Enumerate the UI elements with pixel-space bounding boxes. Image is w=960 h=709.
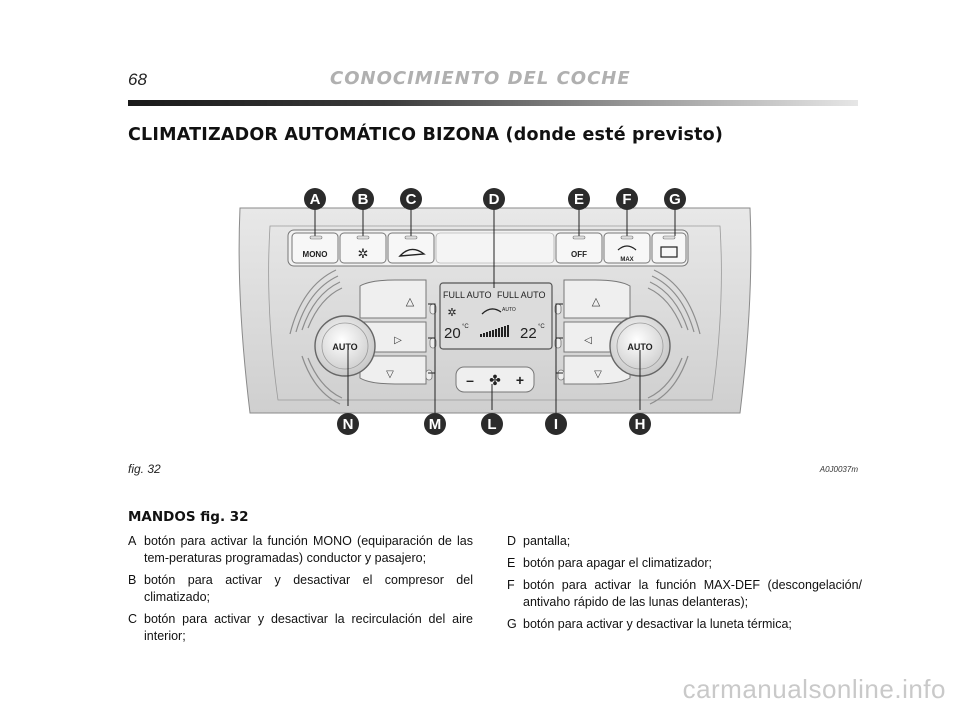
callout-label-m: M xyxy=(428,416,442,433)
section-title: CLIMATIZADOR AUTOMÁTICO BIZONA (donde esté previsto) xyxy=(128,125,724,145)
display-full-auto-left: FULL AUTO xyxy=(443,290,492,300)
callout-label-i: I xyxy=(553,416,559,433)
item-key: D xyxy=(507,534,517,548)
controls-list-left xyxy=(128,533,473,650)
left-auto-knob[interactable] xyxy=(315,316,375,376)
list-item xyxy=(507,616,862,633)
temp-up-icon: △ xyxy=(405,296,415,308)
callout-label-d: D xyxy=(488,191,500,208)
callout-label-h: H xyxy=(634,416,646,433)
display-temp-right: 22 xyxy=(520,325,537,342)
running-title: CONOCIMIENTO DEL COCHE xyxy=(330,68,631,89)
display-auto-small: AUTO xyxy=(502,307,516,313)
callout-label-n: N xyxy=(342,416,354,433)
list-item xyxy=(128,533,473,567)
temp-down-icon: ▽ xyxy=(386,369,394,380)
item-key: A xyxy=(128,534,137,548)
list-item xyxy=(507,533,862,550)
display-unit-right: °C xyxy=(538,324,545,330)
item-text: botón para activar y desactivar el compresor del climatizado; xyxy=(144,573,473,604)
watermark: carmanualsonline.info xyxy=(682,674,946,704)
callout-label-g: G xyxy=(669,191,681,208)
temp-up-icon: △ xyxy=(591,296,601,308)
display-full-auto-right: FULL AUTO xyxy=(497,290,546,300)
figure-code: A0J0037m xyxy=(819,465,858,474)
rear-window-button[interactable] xyxy=(652,233,686,263)
header-rule xyxy=(128,100,858,106)
callout-label-e: E xyxy=(573,191,585,208)
callouts-bottom xyxy=(337,413,651,435)
item-text: botón para activar la función MAX-DEF (descongelación/ antivaho rápido de las lunas delanteras); xyxy=(523,578,862,609)
display xyxy=(440,283,552,349)
item-text: botón para activar y desactivar la luneta térmica; xyxy=(523,617,792,631)
callout-label-l: L xyxy=(487,416,497,433)
callout-label-c: C xyxy=(405,191,417,208)
fan-minus: – xyxy=(466,372,474,388)
callout-label-b: B xyxy=(357,191,369,208)
mono-button[interactable] xyxy=(292,233,338,263)
display-temp-left: 20 xyxy=(444,325,461,342)
max-label: MAX xyxy=(620,257,634,263)
page-number: 68 xyxy=(128,70,147,89)
controls-list-right xyxy=(507,533,862,638)
list-item xyxy=(507,577,862,611)
snowflake-icon: ✲ xyxy=(357,246,369,261)
controls-heading: MANDOS fig. 32 xyxy=(128,509,249,525)
item-key: G xyxy=(507,617,517,631)
recirculation-button[interactable] xyxy=(388,233,434,263)
fan-speed-rocker[interactable] xyxy=(456,367,534,392)
figure-caption: fig. 32 xyxy=(128,462,161,476)
climate-control-figure xyxy=(230,178,760,438)
item-key: F xyxy=(507,578,515,592)
list-item xyxy=(128,611,473,645)
off-label: OFF xyxy=(571,250,587,259)
compressor-button[interactable] xyxy=(340,233,386,263)
top-center-blank xyxy=(436,233,554,263)
item-key: C xyxy=(128,612,138,626)
max-def-button[interactable] xyxy=(604,233,650,263)
right-auto-label: AUTO xyxy=(627,342,653,352)
left-auto-label: AUTO xyxy=(332,342,358,352)
fan-plus: + xyxy=(515,372,525,388)
mono-label: MONO xyxy=(302,250,328,259)
list-item xyxy=(128,572,473,606)
display-unit-left: °C xyxy=(462,324,469,330)
fan-icon: ✤ xyxy=(489,372,501,388)
item-text: botón para activar la función MONO (equiparación de las tem-peraturas programadas) conductor y pasajero; xyxy=(144,534,473,565)
item-text: pantalla; xyxy=(523,534,571,548)
off-button[interactable] xyxy=(556,233,602,263)
callouts-top xyxy=(304,188,686,210)
list-item xyxy=(507,555,862,572)
item-text: botón para activar y desactivar la recirculación del aire interior; xyxy=(144,612,473,643)
callout-label-a: A xyxy=(309,191,321,208)
temp-down-icon: ▽ xyxy=(594,369,602,380)
arrow-left-icon: ◁ xyxy=(584,335,592,346)
item-key: E xyxy=(507,556,516,570)
display-snowflake-icon: ✲ xyxy=(447,307,457,319)
arrow-right-icon: ▷ xyxy=(394,335,402,346)
item-key: B xyxy=(128,573,137,587)
item-text: botón para apagar el climatizador; xyxy=(523,556,713,570)
callout-label-f: F xyxy=(622,191,632,208)
